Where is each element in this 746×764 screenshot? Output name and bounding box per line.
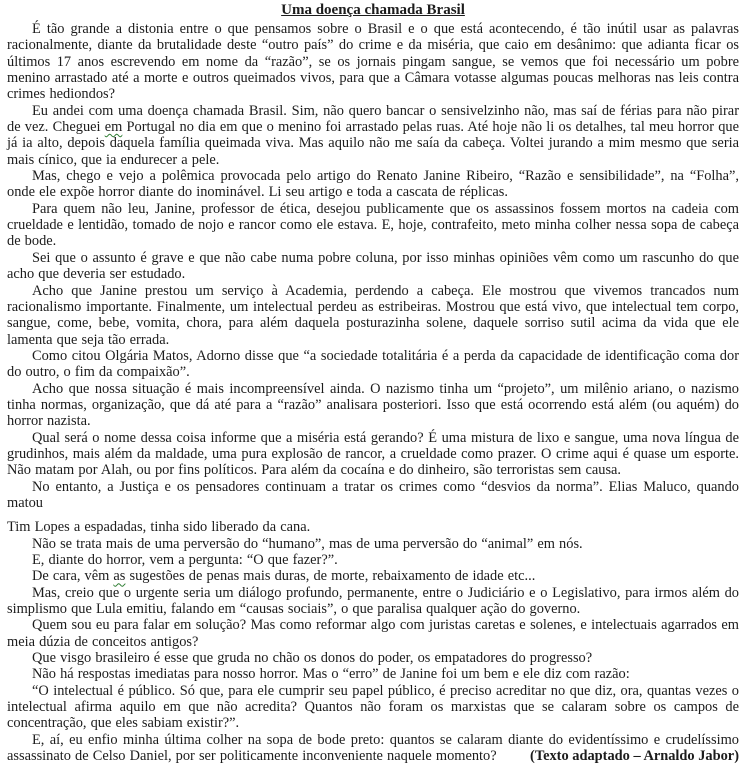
paragraph: Para quem não leu, Janine, professor de ética, desejou publicamente que os assassinos fossem mortos na cadeia com crueldade e lentidão, tomado de nojo e rancor como ele estava. E, hoje, contrafeito, meto minha colher nessa sopa de cabeça de bode. [7, 200, 739, 250]
paragraph: Mas, creio que o urgente seria um diálogo profundo, permanente, entre o Judiciário e o Legislativo, para irmos além do simplismo que Lula emitiu, falando em “causas sociais”, o que paralisa qualquer ação do governo. [7, 584, 739, 618]
grammar-squiggle-word: as [113, 568, 126, 585]
paragraph: Como citou Olgária Matos, Adorno disse que “a sociedade totalitária é a perda da capacidade de identificação coma dor do outro, o fim da compaixão”. [7, 347, 739, 381]
paragraph [7, 568, 739, 584]
paragraph: Qual será o nome dessa coisa informe que a miséria está gerando? É uma mistura de lixo e sangue, uma nova língua de grudinhos, mais além da maldade, uma pura explosão de rancor, a crueldade como prazer. O crime aqui é quase um esporte. Não matam por Alah, ou por fins políticos. Para além da cocaína e do dinheiro, são terroristas sem causa. [7, 429, 739, 479]
paragraph: Mas, chego e vejo a polêmica provocada pelo artigo do Renato Janine Ribeiro, “Razão e sensibilidade”, na “Folha”, onde ele expõe horror diante do inominável. Li seu artigo e toda a cascata de réplicas. [7, 168, 739, 201]
paragraph: E, aí, eu enfio minha última colher na sopa de bode preto: quantos se calaram diante do evidentíssimo e crudelíssimo assassinato de Celso Daniel, por ser politicamente inconveniente naquele momento? [7, 731, 739, 764]
author-credit: (Texto adaptado – Arnaldo Jabor) [530, 748, 739, 764]
paragraph-text: De cara, vêm [32, 568, 114, 585]
paragraph-text: Portugal no dia em que o menino foi arrastado pelas ruas. Até hoje não li os detalhes, tal meu horror que já ia alto, depois daquela família queimada viva. Mas aquilo não me saía da cabeça. Voltei jurando a mim mesmo que seria mais cínico, que ia endurecer a pele. [7, 119, 739, 168]
paragraph: Que visgo brasileiro é esse que gruda no chão os donos do poder, os empatadores do progresso? [32, 650, 593, 667]
paragraph: É tão grande a distonia entre o que pensamos sobre o Brasil e o que está acontecendo, é tão inútil usar as palavras racionalmente, diante da brutalidade deste “outro país” do crime e da miséria, que caio em desânimo: que adianta ficar os últimos 17 anos escrevendo em nome da “razão”, se os jornais pingam sangue, se vemos que foi necessário um pobre menino arrastado até a morte e outros queimados vivos, para que a Câmara votasse algumas poucas melhoras nas leis contra crimes hediondos? [7, 21, 739, 103]
paragraph: Acho que Janine prestou um serviço à Academia, perdendo a cabeça. Ele mostrou que vivemos trancados num racionalismo importante. Finalmente, um intelectual perdeu as estribeiras. Mostrou que está vivo, que intelectual tem corpo, sangue, come, bebe, vomita, chora, para além daquela posturazinha solene, daquele sorriso sutil acima da vida que ele lamenta que seja tão errada. [7, 282, 739, 348]
paragraph: Acho que nossa situação é mais incompreensível ainda. O nazismo tinha um “projeto”, um milênio ariano, o nazismo tinha normas, organização, que dá até para a “razão” analisara posteriori. Isso que está ocorrendo está além (ou aquém) do horror nazista. [7, 380, 739, 430]
document-title: Uma doença chamada Brasil [281, 2, 465, 18]
paragraph: “O intelectual é público. Só que, para ele cumprir seu papel público, é preciso acreditar no que diz, ora, quantas vezes o intelectual afirma aquilo em que não acredita? Quantos não foram os marxistas que se calaram sobre os campos de concentração, que eles sabiam existir?”. [7, 682, 739, 732]
paragraph-text: Eu andei com uma doença chamada Brasil. Sim, não quero bancar o sensivelzinho não, mas saí de férias para não pirar de vez. Cheguei [7, 102, 739, 136]
paragraph: Não há respostas imediatas para nosso horror. Mas o “erro” de Janine foi um bem e ele diz com razão: [32, 666, 630, 683]
paragraph-text: sugestões de penas mais duras, de morte, rebaixamento de idade etc... [125, 568, 536, 585]
paragraph-continuation: Tim Lopes a espadadas, tinha sido liberado da cana. [7, 519, 311, 536]
paragraph: Sei que o assunto é grave e que não cabe numa pobre coluna, por isso minhas opiniões vêm como um rascunho do que acho que deveria ser estudado. [7, 249, 739, 283]
paragraph: Não se trata mais de uma perversão do “humano”, mas de uma perversão do “animal” em nós. [32, 535, 583, 552]
grammar-squiggle-word: em [104, 119, 123, 136]
paragraph [7, 103, 739, 168]
paragraph: E, diante do horror, vem a pergunta: “O que fazer?”. [32, 552, 338, 568]
paragraph: Quem sou eu para falar em solução? Mas como reformar algo com juristas caretas e solenes, e intelectuais agarrados em meia dúzia de conceitos antigos? [7, 617, 739, 650]
paragraph: No entanto, a Justiça e os pensadores continuam a tratar os crimes como “desvios da norma”. Elias Maluco, quando matou [7, 478, 739, 511]
